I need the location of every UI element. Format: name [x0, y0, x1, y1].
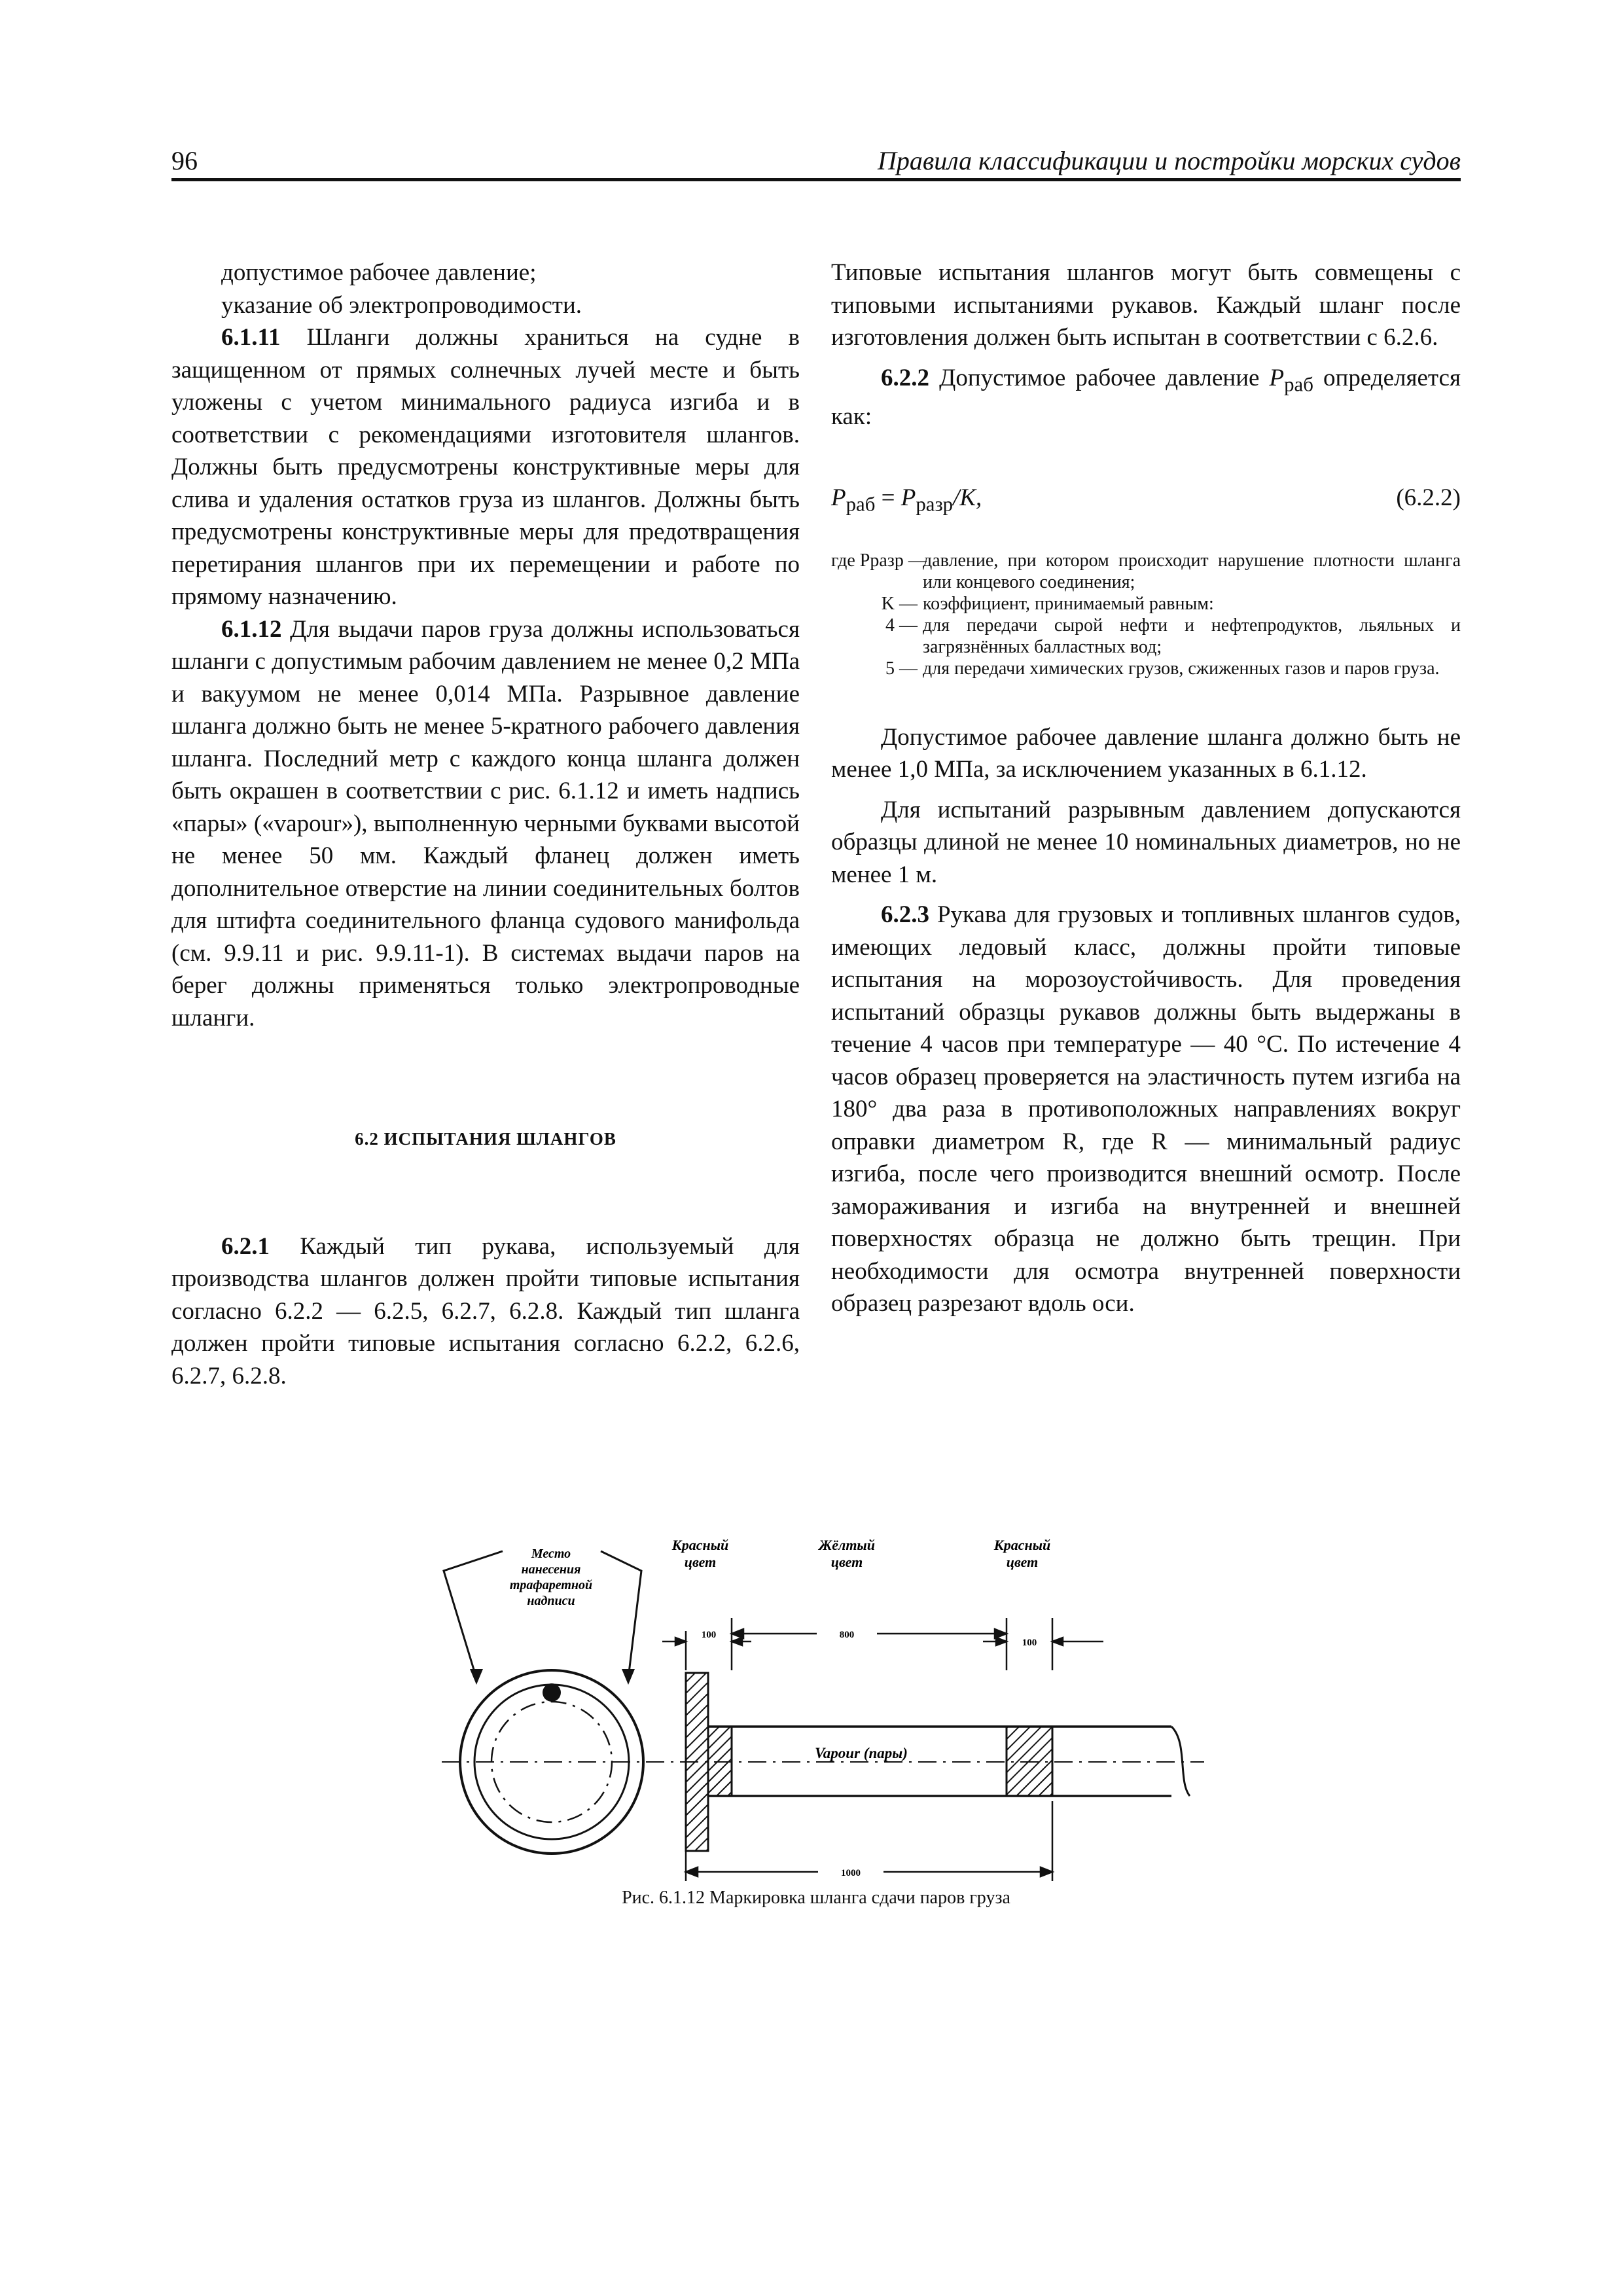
colour-labels — [671, 1537, 1050, 1570]
formula-number: (6.2.2) — [1396, 484, 1461, 511]
formula-legend — [831, 550, 1461, 679]
svg-text:цвет: цвет — [830, 1554, 863, 1570]
svg-text:нанесения: нанесения — [521, 1562, 581, 1577]
header-rule — [171, 178, 1461, 181]
clause-number: 6.2.1 — [221, 1232, 270, 1260]
svg-text:трафаретной: трафаретной — [509, 1578, 593, 1592]
paragraph: Типовые испытания шлангов могут быть совмещены с типовыми испытаниями рукавов. Каждый шланг после изготовления должен быть испытан в соответствии с 6.2.6. — [831, 259, 1461, 351]
paragraph: Для испытаний разрывным давлением допускаются образцы длиной не менее 10 номинальных диаметров, но не менее 1 м. — [831, 796, 1461, 888]
svg-text:Красный: Красный — [671, 1537, 729, 1553]
hose-inscription: Vapour (пары) — [815, 1745, 908, 1761]
paragraph-6-1-11 — [171, 321, 800, 613]
clause-number: 6.1.11 — [221, 324, 281, 351]
paragraph: указание об электропроводимости. — [221, 291, 582, 319]
clause-number: 6.1.12 — [221, 615, 282, 643]
paragraph: допустимое рабочее давление; — [221, 259, 537, 286]
svg-text:цвет: цвет — [684, 1554, 717, 1570]
dimension-values-top — [702, 1630, 1037, 1648]
legend-row: где Pразр — давление, при котором происходит нарушение плотности шланга или концевого соединения; — [831, 550, 1461, 592]
clause-text: Допустимое рабочее давление — [929, 364, 1270, 391]
clause-text: Шланги должны храниться на судне в защищенном от прямых солнечных лучей месте и быть уложены с учетом минимального радиуса изгиба и в соответствии с рекомендациями изготовителя шлангов. Должны быть предусмотрены конструктивные меры для слива и удаления остатков груза из шлангов. Должны быть предусмотрены конструктивные меры для предотвращения перетирания шлангов при их перемещении и работе по прямому назначению. — [171, 324, 800, 610]
formula-expression: $P_{раб} = P_{разр}/K$, — [831, 484, 982, 516]
svg-text:цвет: цвет — [1006, 1554, 1039, 1570]
arrow-head — [622, 1669, 635, 1685]
paragraph-6-2-2 — [831, 362, 1461, 433]
clause-number: 6.2.3 — [881, 901, 929, 929]
dimension-value-bottom: 1000 — [841, 1868, 861, 1878]
svg-text:надписи: надписи — [527, 1594, 575, 1608]
stencil-label — [510, 1547, 592, 1608]
dimension-lines-top — [662, 1618, 1103, 1670]
svg-text:Красный: Красный — [993, 1537, 1051, 1553]
figure-caption: Рис. 6.1.12 Маркировка шланга сдачи паров груза — [622, 1888, 1010, 1908]
svg-text:Жёлтый: Жёлтый — [819, 1537, 875, 1553]
svg-text:Место: Место — [531, 1547, 571, 1561]
svg-text:100: 100 — [701, 1630, 717, 1640]
svg-text:100: 100 — [1022, 1638, 1037, 1648]
left-column — [171, 257, 800, 1392]
right-column — [831, 257, 1461, 1320]
flange-end-view — [442, 1670, 1204, 1854]
page-header — [171, 141, 1461, 181]
symbol: P — [1269, 364, 1285, 391]
paragraph-6-2-1 — [171, 1230, 800, 1393]
formula-6-2-2 — [831, 482, 1461, 521]
paragraph-6-1-12 — [171, 613, 800, 1035]
figure-hose-marking — [425, 1520, 1204, 1886]
legend-row: K — коэффициент, принимаемый равным: — [881, 593, 1214, 614]
page-number: 96 — [171, 146, 198, 175]
running-title: Правила классификации и постройки морских судов — [877, 146, 1461, 175]
clause-text: определяется как: — [831, 364, 1461, 431]
clause-text: Для выдачи паров груза должны использоваться шланги с допустимым рабочим давлением не менее 0,2 МПа и вакуумом не менее 0,014 МПа. Разрывное давление шланга должно быть не менее 5-кратного рабочего давления шланга. Последний метр с каждого конца шланга должен быть окрашен в соответствии с рис. 6.1.12 и иметь надпись «пары» («vapour»), выполненную черными буквами высотой не менее 50 мм. Каждый фланец должен иметь дополнительное отверстие на линии соединительных болтов для штифта соединительного фланца судового манифольда (см. 9.9.11 и рис. 9.9.11-1). В системах выдачи паров на берег должны применяться только электропроводные шланги. — [171, 615, 800, 1031]
arrow-head — [470, 1669, 483, 1685]
section-heading: 6.2 ИСПЫТАНИЯ ШЛАНГОВ — [355, 1129, 616, 1149]
clause-text: Каждый тип рукава, используемый для производства шлангов должен пройти типовые испытания согласно 6.2.2 — 6.2.5, 6.2.7, 6.2.8. Каждый тип шланга должен пройти типовые испытания согласно 6.2.2, 6.2.6, 6.2.7, 6.2.8. — [171, 1232, 800, 1390]
svg-text:800: 800 — [839, 1630, 855, 1640]
clause-number: 6.2.2 — [881, 364, 929, 391]
paragraph-6-2-3 — [831, 899, 1461, 1320]
dimension-line-bottom — [686, 1801, 1052, 1881]
symbol-subscript: раб — [1284, 372, 1313, 395]
legend-row: 5 — для передачи химических грузов, сжиженных газов и паров груза. — [885, 658, 1440, 679]
clause-text: Рукава для грузовых и топливных шлангов судов, имеющих ледовый класс, должны пройти типовые испытания на морозоустойчивость. Для проведения испытаний образцы рукавов должны быть выдержаны в течение 4 часов при температуре — 40 °С. По истечение 4 часов образец проверяется на эластичность путем изгиба на 180° два раза в противоположных направлениях вокруг оправки диаметром R, где R — минимальный радиус изгиба, после чего производится внешний осмотр. После замораживания и изгиба на внутренней и внешней поверхностях образца не должно быть трещин. При необходимости для осмотра внутренней поверхности образец разрезают вдоль оси. — [831, 901, 1461, 1318]
legend-row: 4 — для передачи сырой нефти и нефтепродуктов, льяльных и загрязнённых балластных вод; — [885, 615, 1461, 657]
paragraph: Допустимое рабочее давление шланга должно быть не менее 1,0 МПа, за исключением указанных в 6.1.12. — [831, 723, 1461, 783]
